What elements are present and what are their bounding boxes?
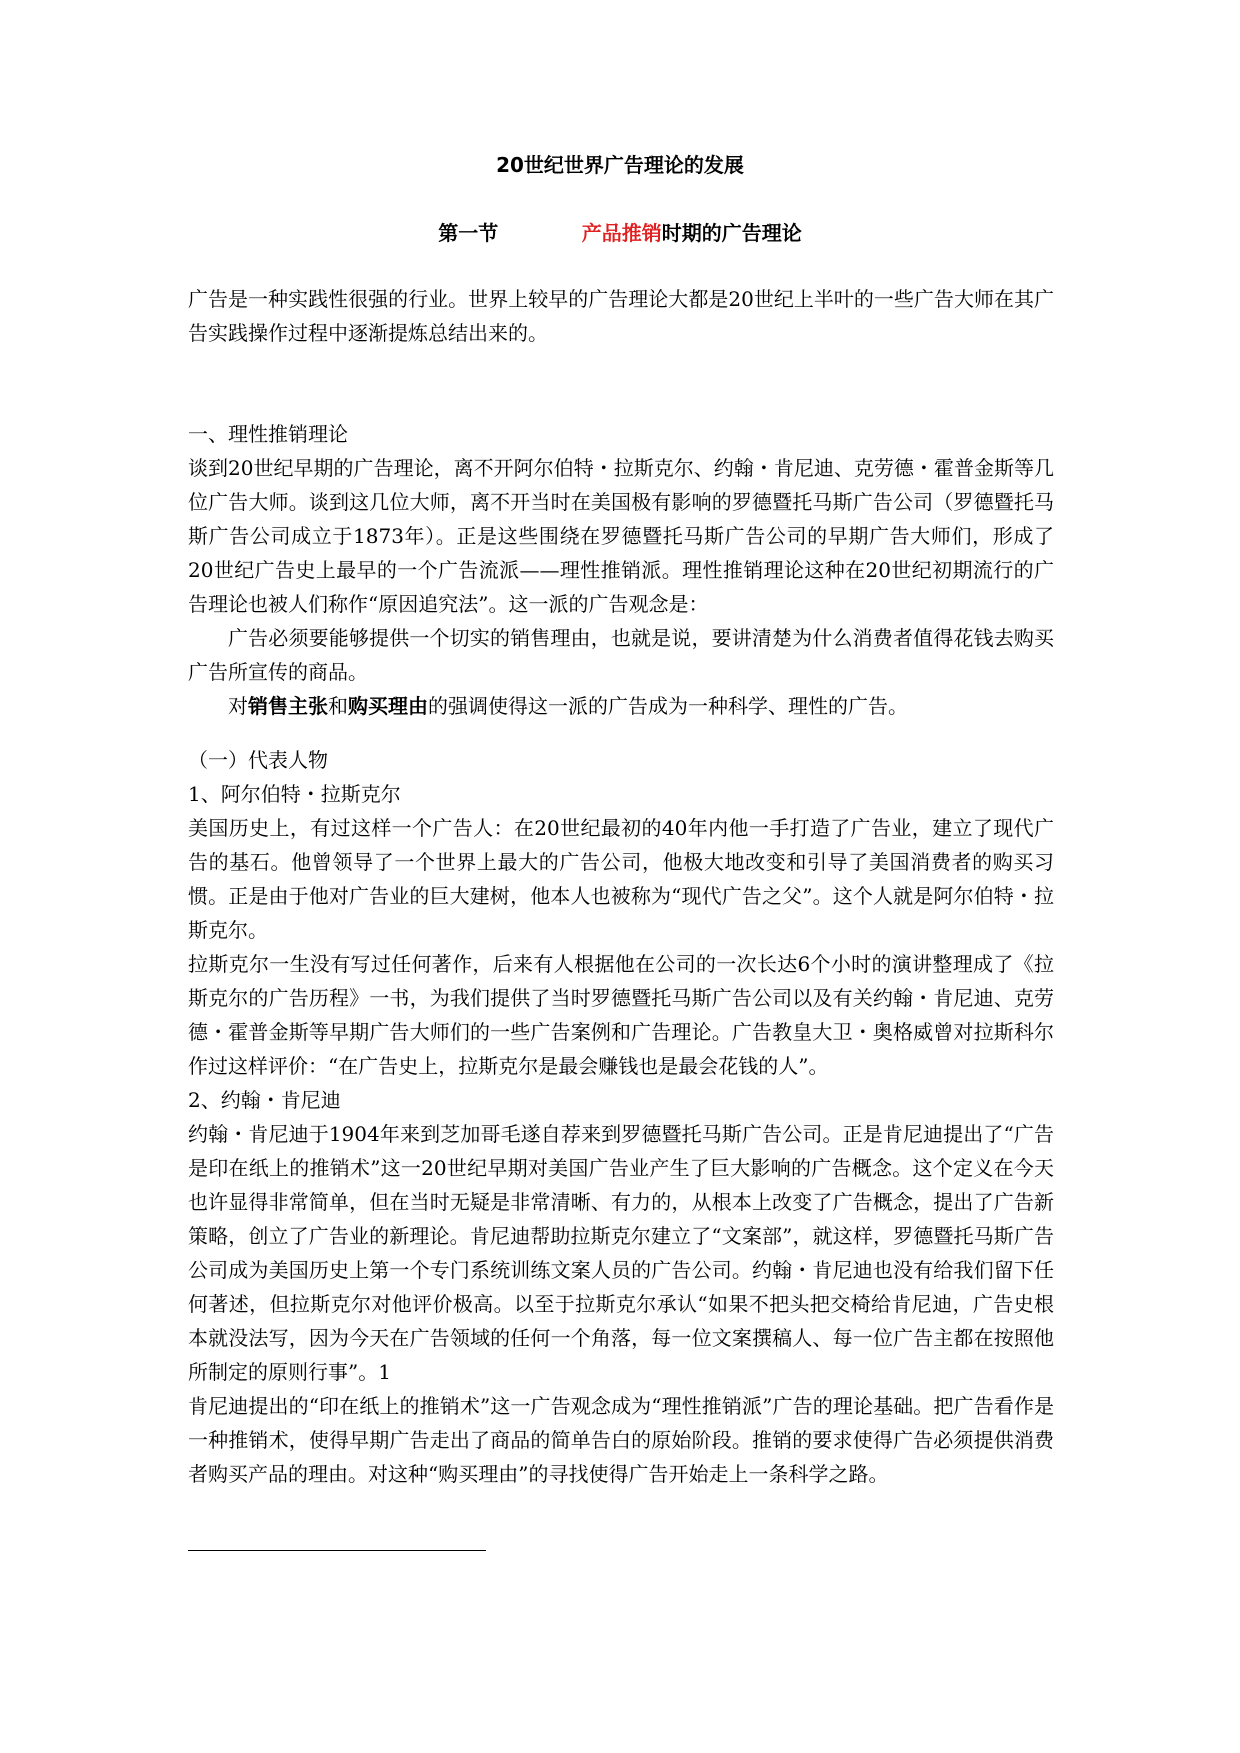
sales-proposition-term: 销售主张: [248, 694, 328, 718]
sub1-heading: （一）代表人物: [188, 748, 328, 772]
person2-paragraph-2: 肯尼迪提出的“印在纸上的推销术”这一广告观念成为“理性推销派”广告的理论基础。把广告看作是一种推销术，使得早期广告走出了商品的简单告白的原始阶段。推销的要求使得广告必须提供消费者购买产品的理由。对这种“购买理由”的寻找使得广告开始走上一条科学之路。: [188, 1394, 1054, 1486]
person1-paragraph-2: 拉斯克尔一生没有写过任何著作，后来有人根据他在公司的一次长达6个小时的演讲整理成了《拉斯克尔的广告历程》一书，为我们提供了当时罗德暨托马斯广告公司以及有关约翰・肯尼迪、克劳德・霍普金斯等早期广告大师们的一些广告案例和广告理论。广告教皇大卫・奥格威曾对拉斯科尔作过这样评价：“在广告史上，拉斯克尔是最会赚钱也是最会花钱的人”。: [188, 952, 1054, 1078]
p3-text-c: 和: [328, 694, 348, 718]
document-body: [188, 282, 1054, 1491]
section-heading: [0, 218, 1240, 248]
part1-heading: 一、理性推销理论: [188, 422, 348, 446]
document-title: 20世纪世界广告理论的发展: [496, 153, 744, 177]
person2-heading: 2、约翰・肯尼迪: [188, 1088, 341, 1112]
person2-paragraph-1: 约翰・肯尼迪于1904年来到芝加哥毛遂自荐来到罗德暨托马斯广告公司。正是肯尼迪提出了“广告是印在纸上的推销术”这一20世纪早期对美国广告业产生了巨大影响的广告概念。这个定义在今天也许显得非常简单，但在当时无疑是非常清晰、有力的，从根本上改变了广告概念，提出了广告新策略，创立了广告业的新理论。肯尼迪帮助拉斯克尔建立了“文案部”，就这样，罗德暨托马斯广告公司成为美国历史上第一个专门系统训练文案人员的广告公司。约翰・肯尼迪也没有给我们留下任何著述，但拉斯克尔对他评价极高。以至于拉斯克尔承认“如果不把头把交椅给肯尼迪，广告史根本就没法写，因为今天在广告领域的任何一个角落，每一位文案撰稿人、每一位广告主都在按照他所制定的原则行事”。1: [188, 1122, 1054, 1384]
section-label: 第一节: [438, 221, 499, 245]
person1-paragraph-1: 美国历史上，有过这样一个广告人：在20世纪最初的40年内他一手打造了广告业，建立了现代广告的基石。他曾领导了一个世界上最大的广告公司，他极大地改变和引导了美国消费者的购买习惯。正是由于他对广告业的巨大建树，他本人也被称为“现代广告之父”。这个人就是阿尔伯特・拉斯克尔。: [188, 816, 1054, 942]
p3-text-e: 的强调使得这一派的广告成为一种科学、理性的广告。: [428, 694, 908, 718]
spacer: [188, 350, 1054, 417]
part1-paragraph-2: 广告必须要能够提供一个切实的销售理由，也就是说，要讲清楚为什么消费者值得花钱去购买广告所宣传的商品。: [188, 626, 1054, 684]
p3-text-a: 对: [228, 694, 248, 718]
intro-paragraph: 广告是一种实践性很强的行业。世界上较早的广告理论大都是20世纪上半叶的一些广告大师在其广告实践操作过程中逐渐提炼总结出来的。: [188, 287, 1054, 345]
section-title-rest: 时期的广告理论: [661, 221, 802, 245]
spacer: [188, 723, 1054, 743]
part1-paragraph-3: [188, 689, 1054, 723]
purchase-reason-term: 购买理由: [348, 694, 428, 718]
person1-heading: 1、阿尔伯特・拉斯克尔: [188, 782, 401, 806]
footnote-separator: [188, 1550, 486, 1551]
part1-paragraph-1: 谈到20世纪早期的广告理论，离不开阿尔伯特・拉斯克尔、约翰・肯尼迪、克劳德・霍普金斯等几位广告大师。谈到这几位大师，离不开当时在美国极有影响的罗德暨托马斯广告公司（罗德暨托马斯广告公司成立于1873年）。正是这些围绕在罗德暨托马斯广告公司的早期广告大师们，形成了20世纪广告史上最早的一个广告流派——理性推销派。理性推销理论这种在20世纪初期流行的广告理论也被人们称作“原因追究法”。这一派的广告观念是：: [188, 456, 1054, 616]
section-highlight: 产品推销: [581, 221, 662, 245]
